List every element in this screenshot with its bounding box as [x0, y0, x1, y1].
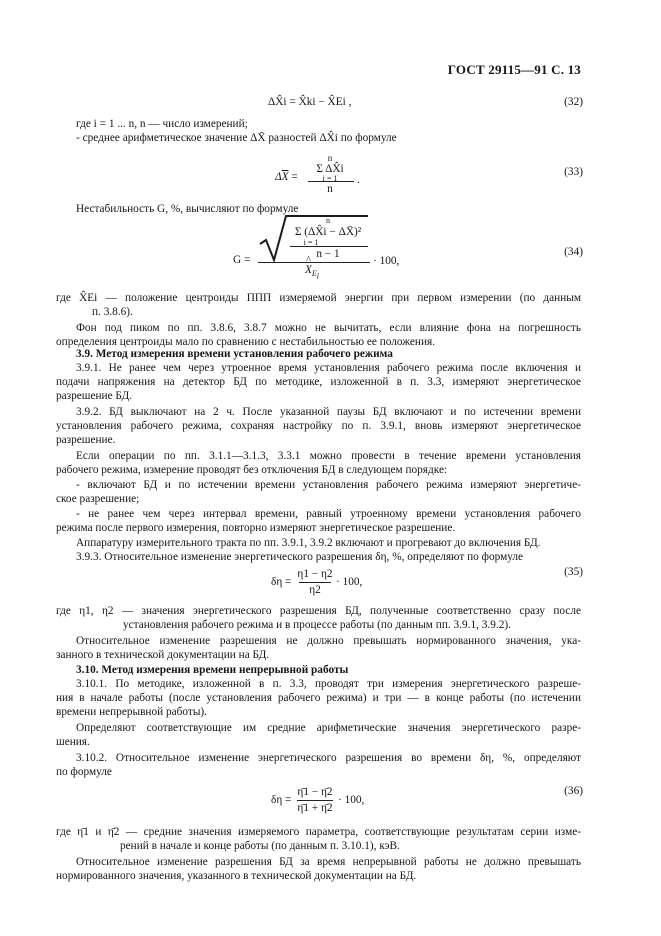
eq36-fraction-line: [297, 800, 333, 801]
eq35-denominator: η2: [309, 584, 321, 596]
page-header: ГОСТ 29115—91 С. 13: [447, 62, 581, 77]
eq35-fraction-line: [299, 582, 331, 583]
where-bar-line-1: где η̄1 и η̄2 — средние значения измеряемого параметра, соответствующие результатам серии изме-: [56, 826, 581, 838]
no-earlier-line-2: режима после первого измерения, повторно измеряют энергетическое разрешение.: [56, 522, 456, 534]
s391-line-1: 3.9.1. Не ранее чем через утроенное время установления рабочего режима после включения и: [76, 362, 581, 374]
eq34-tail: · 100,: [373, 255, 400, 267]
include-line-1: - включают БД и по истечении времени установления рабочего режима измеряют энергетиче-: [76, 479, 581, 491]
where-eta-line-2: установления рабочего режима и в процессе работы (по данным пп. 3.9.1, 3.9.2).: [123, 619, 511, 631]
where-i-text: где i = 1 ... n, n — число измерений;: [76, 118, 248, 130]
background-line-2: определения центроиды мало по сравнению с нестабильностью ее положения.: [56, 336, 436, 348]
s392-line-1: 3.9.2. БД выключают на 2 ч. После указанной паузы БД включают и по истечении времени: [76, 406, 581, 418]
if-line-1: Если операции по пп. 3.1.1—3.1.3, 3.3.1 можно провести в течение времени установления: [76, 450, 581, 462]
eq33-lhs: $\Delta\overline{X}$ =: [275, 171, 298, 183]
apparatus-text: Аппаратуру измерительного тракта по пп. 3.9.1, 3.9.2 включают и прогревают до включения БД.: [76, 537, 541, 549]
equation-number-34: (34): [564, 246, 583, 258]
eq36-numerator: η̄1 − η̄2: [297, 786, 333, 798]
eq33-sum-bottom: i = 1: [322, 174, 338, 183]
background-line-1: Фон под пиком по пп. 3.8.6, 3.8.7 можно не вычитать, если влияние фона на погрешность: [76, 322, 581, 334]
eq34-sum: Σ (ΔX̂i − ΔX̄)²: [294, 226, 362, 238]
where-eta-line-1: где η1, η2 — значения энергетического разрешения БД, полученные соответственно сразу после: [56, 605, 581, 617]
eq34-sum-bottom: i = 1: [303, 238, 319, 247]
s3101-line-3: времени непрерывной работы).: [56, 706, 208, 718]
s3102-line-1: 3.10.2. Относительное изменение энергетического разрешения во времени δη, %, определяют: [76, 752, 581, 764]
final-line-2: нормированного значения, указанного в технической документации на БД.: [56, 870, 417, 882]
eq34-sum-top: n: [326, 216, 330, 225]
instability-text: Нестабильность G, %, вычисляют по формуле: [76, 203, 299, 215]
eq35-lhs: δη =: [271, 576, 292, 588]
where-xe-line-1: где X̂Ei — положение центроиды ППП измеряемой энергии при первом измерении (по данным: [56, 292, 581, 304]
define-line-1: Определяют соответствующие им средние арифметические значения энергетического разре-: [76, 722, 581, 734]
eq36-denominator: η̄1 + η̄2: [297, 802, 333, 814]
section-3-10-title: 3.10. Метод измерения времени непрерывной работы: [76, 664, 349, 676]
eq34-denominator: ^ $X_{E_i}$: [286, 264, 338, 281]
s393-text: 3.9.3. Относительное изменение энергетического разрешения δη, %, определяют по формуле: [76, 551, 524, 563]
s3102-line-2: по формуле: [56, 766, 112, 778]
final-line-1: Относительное изменение разрешения БД за время непрерывной работы не должно превышать: [76, 856, 581, 868]
equation-number-36: (36): [564, 785, 583, 797]
eq33-sum: Σ ΔX̂i: [316, 163, 344, 175]
mean-line-text: - среднее арифметическое значение ΔX̄ разностей ΔX̂i по формуле: [76, 132, 397, 144]
equation-number-33: (33): [564, 166, 583, 178]
s3101-line-2: ния в начале работы (после установления рабочего режима) и три — в конце работы (по истечении: [56, 692, 581, 704]
eq32-text: ΔX̂i = X̂ki − X̂Ei ,: [268, 96, 352, 108]
equation-32: [268, 96, 351, 108]
define-line-2: шения.: [56, 736, 90, 748]
eq34-inner-line: [290, 246, 368, 247]
no-earlier-line-1: - не ранее чем через интервал времени, равный утроенному времени установления рабочего: [76, 508, 581, 520]
eq34-lhs: G =: [233, 254, 251, 266]
s3101-line-1: 3.10.1. По методике, изложенной в п. 3.3, проводят три измерения энергетического разреше-: [76, 678, 581, 690]
eq33-dot: .: [357, 174, 360, 186]
relative-line-1: Относительное изменение разрешения не должно превышать нормированного значения, ука-: [76, 635, 581, 647]
include-line-2: ское разрешение;: [56, 493, 140, 505]
equation-number-32: (32): [564, 96, 583, 108]
equation-number-35: (35): [564, 566, 583, 578]
eq35-numerator: η1 − η2: [297, 568, 333, 580]
eq33-fraction-line: [308, 181, 354, 182]
eq36-tail: · 100,: [338, 794, 365, 806]
s391-line-2: подачи напряжения на детектор БД по методике, изложенной в п. 3.3, измеряют энергетическое: [56, 376, 581, 388]
eq36-lhs: δη =: [271, 794, 292, 806]
eq33-sum-top: n: [327, 153, 333, 163]
where-xe-line-2: п. 3.8.6).: [92, 306, 133, 318]
section-3-9-title: 3.9. Метод измерения времени установления рабочего режима: [76, 348, 393, 360]
eq34-main-line: [258, 262, 370, 263]
eq33-denominator: n: [327, 183, 333, 195]
relative-line-2: занного в технической документации на БД.: [56, 649, 270, 661]
eq35-tail: · 100,: [336, 576, 363, 588]
s392-line-2: установления рабочего режима, сохраняя настройку по п. 3.9.1, вновь измеряют энергетическое: [56, 420, 581, 432]
if-line-2: рабочего режима, измерение проводят без отключения БД в следующем порядке:: [56, 464, 448, 476]
where-bar-line-2: рений в начале и конце работы (по данным п. 3.10.1), кэВ.: [120, 840, 400, 852]
eq34-inner-denominator: n − 1: [316, 248, 340, 260]
s392-line-3: разрешение.: [56, 434, 116, 446]
s391-line-3: разрешение БД.: [56, 390, 133, 402]
